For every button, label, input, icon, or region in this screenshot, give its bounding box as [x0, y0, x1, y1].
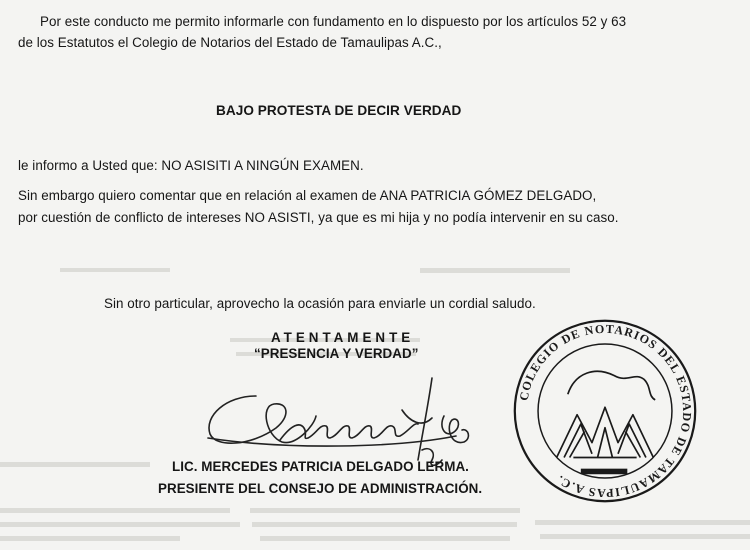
intro-line-1: Por este conducto me permito informarle con fundamento en lo dispuesto por los artículos 52 y 63 [40, 14, 627, 29]
statement-line: le informo a Usted que: NO ASISITI A NINGÚN EXAMEN. [18, 158, 364, 173]
signer-name: LIC. MERCEDES PATRICIA DELGADO LERMA. [172, 459, 469, 474]
heading-bajo-protesta: BAJO PROTESTA DE DECIR VERDAD [216, 103, 462, 118]
seal-book-emblem [557, 371, 656, 457]
seal-ring-text: COLEGIO DE NOTARIOS DEL ESTADO DE TAMAULIPAS A.C. [516, 321, 695, 501]
comment-line-2: por cuestión de conflicto de intereses NO ASISTI, ya que es mi hija y no podía intervenir en su caso. [18, 210, 619, 225]
closing-line: Sin otro particular, aprovecho la ocasión para enviarle un cordial saludo. [104, 296, 536, 311]
notary-seal [512, 318, 698, 504]
intro-line-2: de los Estatutos el Colegio de Notarios del Estado de Tamaulipas A.C., [18, 35, 442, 50]
signer-title: PRESIENTE DEL CONSEJO DE ADMINISTRACIÓN. [158, 481, 483, 496]
motto-text: “PRESENCIA Y VERDAD” [254, 346, 419, 361]
seal-smudge [581, 469, 628, 475]
comment-line-1: Sin embargo quiero comentar que en relación al examen de ANA PATRICIA GÓMEZ DELGADO, [18, 188, 597, 203]
atentamente-label: ATENTAMENTE [271, 330, 415, 345]
